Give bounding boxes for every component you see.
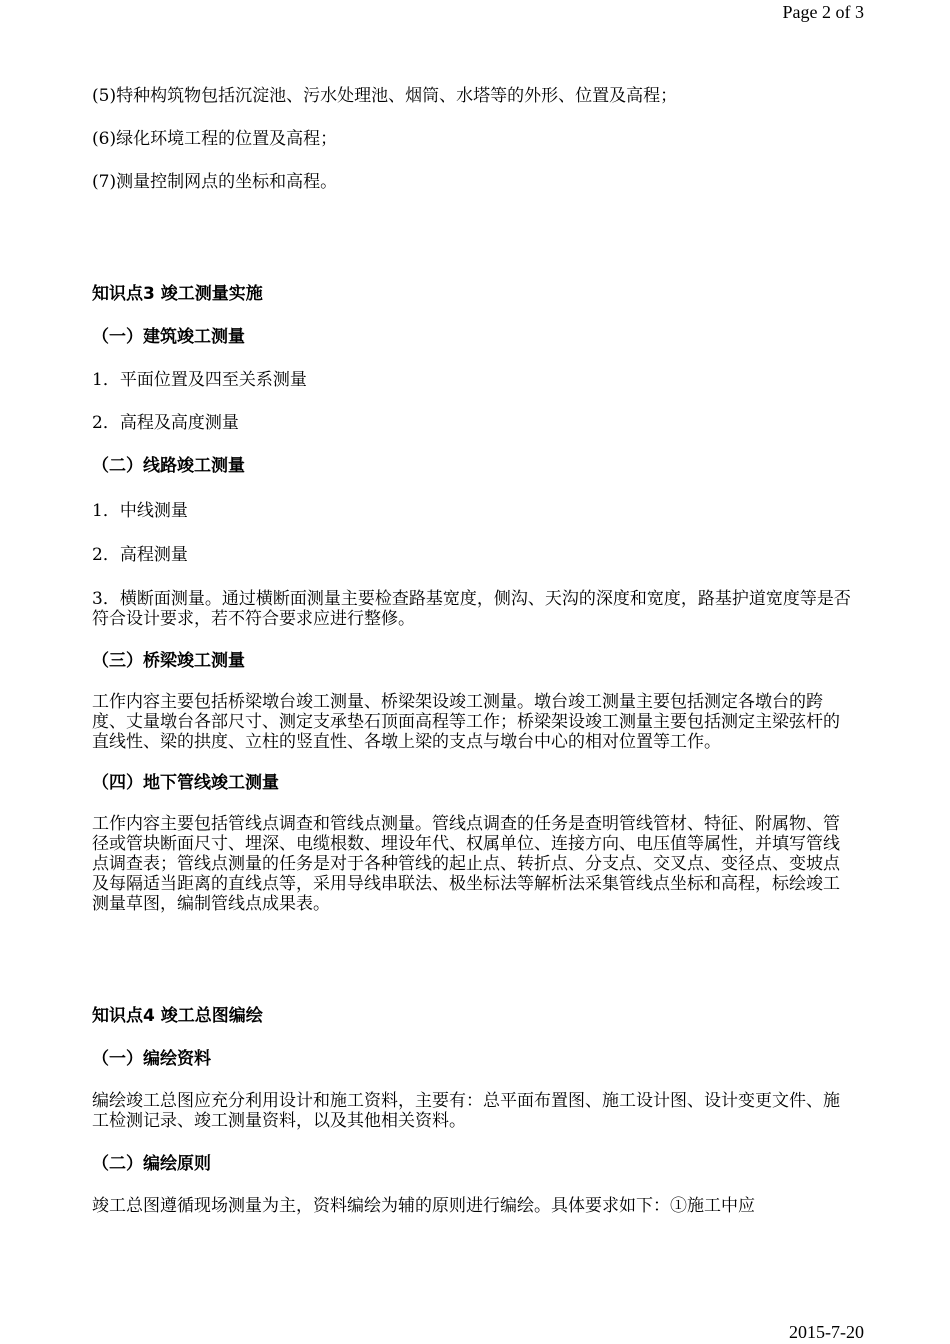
page-indicator: Page 2 of 3 — [782, 2, 864, 22]
list-item: 1．中线测量 — [92, 501, 188, 521]
list-item: (6)绿化环境工程的位置及高程； — [92, 129, 338, 149]
list-item: 3．横断面测量。通过横断面测量主要检查路基宽度，侧沟、天沟的深度和宽度，路基护道宽度等是否符合设计要求，若不符合要求应进行整修。 — [92, 589, 851, 629]
paragraph: 编绘竣工总图应充分利用设计和施工资料，主要有：总平面布置图、施工设计图、设计变更文件、施工检测记录、竣工测量资料，以及其他相关资料。 — [92, 1091, 840, 1131]
subsection-heading: （二）线路竣工测量 — [92, 456, 245, 476]
list-item: 2．高程测量 — [92, 545, 188, 565]
subsection-heading: （一）编绘资料 — [92, 1049, 211, 1069]
document-body — [92, 86, 852, 1216]
paragraph: 工作内容主要包括桥梁墩台竣工测量、桥梁架设竣工测量。墩台竣工测量主要包括测定各墩台的跨度、丈量墩台各部尺寸、测定支承垫石顶面高程等工作；桥梁架设竣工测量主要包括测定主梁弦杆的直线性、梁的拱度、立柱的竖直性、各墩上梁的支点与墩台中心的相对位置等工作。 — [92, 692, 840, 752]
subsection-heading: （二）编绘原则 — [92, 1154, 211, 1174]
paragraph: 竣工总图遵循现场测量为主，资料编绘为辅的原则进行编绘。具体要求如下：①施工中应 — [92, 1196, 755, 1216]
subsection-heading: （三）桥梁竣工测量 — [92, 651, 245, 671]
list-item: (5)特种构筑物包括沉淀池、污水处理池、烟筒、水塔等的外形、位置及高程； — [92, 86, 678, 106]
section-heading: 知识点3 竣工测量实施 — [92, 284, 263, 304]
list-item: (7)测量控制网点的坐标和高程。 — [92, 172, 338, 192]
list-item: 1．平面位置及四至关系测量 — [92, 370, 307, 390]
paragraph: 工作内容主要包括管线点调查和管线点测量。管线点调查的任务是查明管线管材、特征、附属物、管径或管块断面尺寸、埋深、电缆根数、埋设年代、权属单位、连接方向、电压值等属性，并填写管线点调查表；管线点测量的任务是对于各种管线的起止点、转折点、分支点、交叉点、变径点、变坡点及每隔适当距离的直线点等，采用导线串联法、极坐标法等解析法采集管线点坐标和高程，标绘竣工测量草图，编制管线点成果表。 — [92, 814, 840, 914]
list-item: 2．高程及高度测量 — [92, 413, 239, 433]
section-heading: 知识点4 竣工总图编绘 — [92, 1006, 263, 1026]
footer-date: 2015-7-20 — [789, 1322, 864, 1342]
subsection-heading: （一）建筑竣工测量 — [92, 327, 245, 347]
subsection-heading: （四）地下管线竣工测量 — [92, 773, 279, 793]
